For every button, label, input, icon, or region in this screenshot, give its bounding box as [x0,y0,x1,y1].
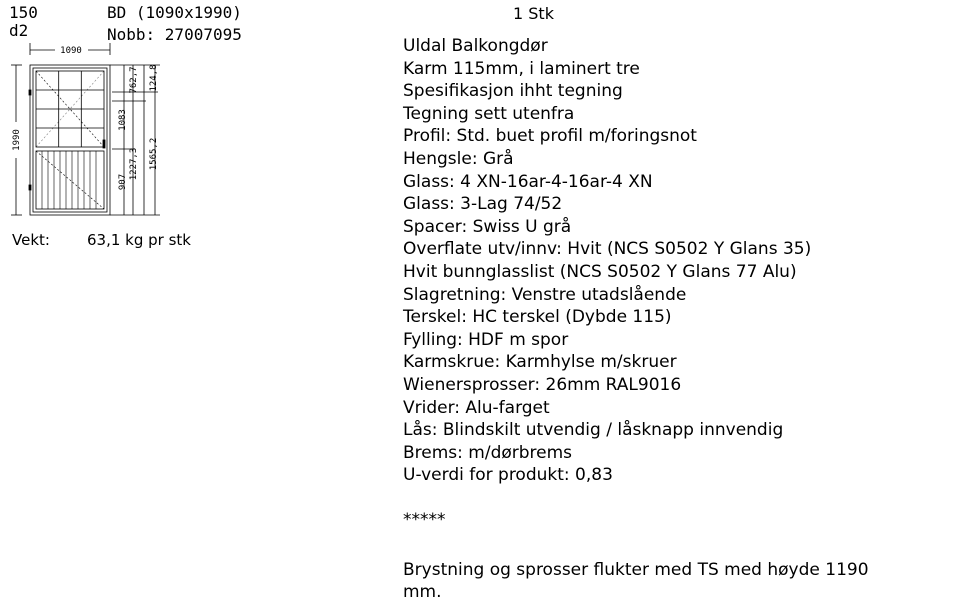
door-drawing [0,40,180,225]
spec-line: Terskel: HC terskel (Dybde 115) [403,307,672,328]
separator-stars: ***** [403,509,446,530]
spec-note: Brystning og sprosser flukter med TS med høyde 1190 mm. [403,559,869,602]
spec-line: Glass: 4 XN-16ar-4-16ar-4 XN [403,171,653,192]
specification [403,35,948,603]
spec-line: U-verdi for produkt: 0,83 [403,465,613,486]
spec-line: Karmskrue: Karmhylse m/skruer [403,352,677,373]
position-sub: d2 [9,21,29,40]
spec-line: Brems: m/dørbrems [403,442,573,463]
spec-line: Vrider: Alu-farget [403,397,550,418]
weight-label: Vekt: [12,231,50,249]
dim-1083: 1083 [118,109,128,131]
dim-907: 907 [118,173,128,191]
spec-line: Fylling: HDF m spor [403,329,569,350]
spec-line: Slagretning: Venstre utadslående [403,284,687,305]
spec-line: Profil: Std. buet profil m/foringsnot [403,126,697,147]
spec-lines [403,35,948,487]
spec-line: Uldal Balkongdør [403,36,548,56]
width-dimension [30,43,110,56]
door-frame [29,65,110,215]
spec-line: Glass: 3-Lag 74/52 [403,194,563,215]
spec-line: Hvit bunnglasslist (NCS S0502 Y Glans 77 Alu) [403,261,797,282]
spec-line: Spacer: Swiss U grå [403,216,572,237]
height-label: 1990 [12,129,22,151]
spec-line: Wienersprosser: 26mm RAL9016 [403,374,682,395]
dim-1565: 1565,2 [149,137,159,171]
spec-line: Tegning sett utenfra [403,103,575,124]
spec-line: Karm 115mm, i laminert tre [403,58,640,79]
spec-line: Hengsle: Grå [403,148,514,169]
spec-line: Overflate utv/innv: Hvit (NCS S0502 Y Glans 35) [403,239,812,260]
nobb-number: Nobb: 27007095 [107,25,242,44]
quantity: 1 Stk [513,4,554,23]
dim-1227: 1227,3 [129,147,139,181]
spec-line: Spesifikasjon ihht tegning [403,81,623,102]
spec-line: Lås: Blindskilt utvendig / låsknapp innvendig [403,420,784,441]
dim-762: 762,7 [129,66,139,94]
product-code: BD (1090x1990) [107,3,242,22]
height-dimension [11,65,22,215]
dim-124: 124,8 [149,64,159,92]
right-dimensions [110,64,160,215]
width-label: 1090 [60,46,82,56]
weight-value: 63,1 kg pr stk [87,231,191,249]
position-number: 150 [9,3,38,22]
